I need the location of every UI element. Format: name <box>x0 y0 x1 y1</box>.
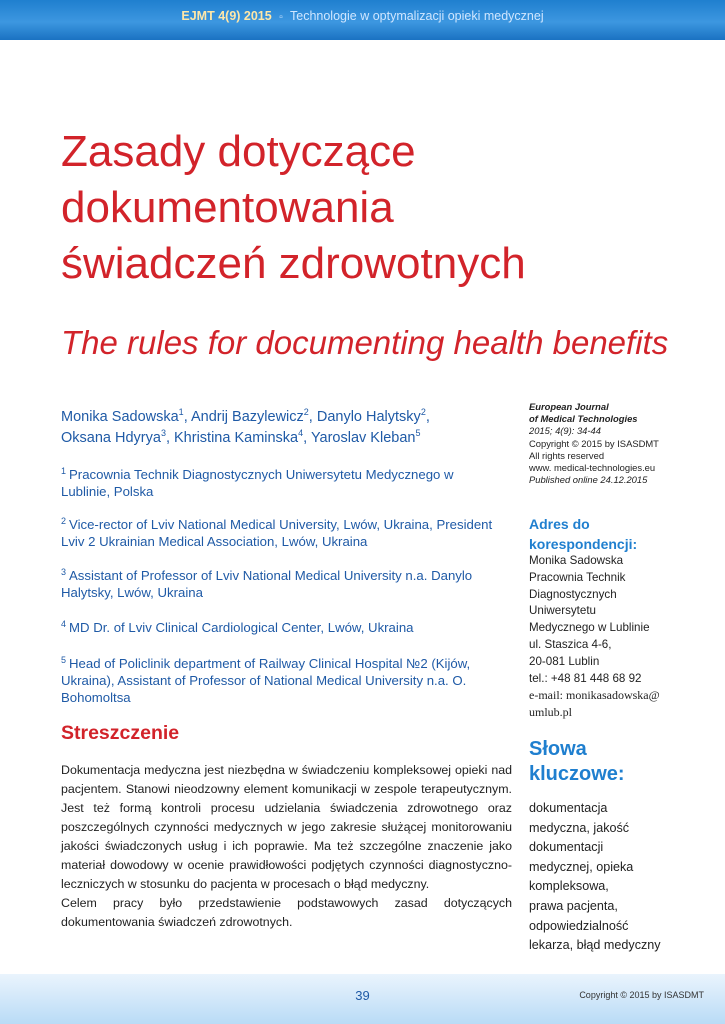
journal-header-bar <box>0 0 725 40</box>
header-section: Technologie w optymalizacji opieki medycznej <box>290 9 544 23</box>
affiliation-text: Vice-rector of Lviv National Medical University, Lwów, Ukraina, President Lviv 2 Ukrainian Medical Association, Lwów, Ukraina <box>61 517 493 549</box>
keyword-line: prawa pacjenta, <box>529 898 618 913</box>
keyword-line: dokumentacji <box>529 840 604 855</box>
author-name: Monika Sadowska <box>61 409 179 425</box>
keyword-line: odpowiedzialność <box>529 918 629 933</box>
header-journal: EJMT 4(9) 2015 <box>181 9 272 23</box>
address-line: Uniwersytetu <box>529 604 597 618</box>
author-list: Monika Sadowska$^1$, Andrij Bazylewicz$^2$, Danylo Halytsky$^2$, Oksana Hdyrya$^3$, Khristina Kaminska$^4$, Yaroslav Kleban$^5$ <box>61 407 430 446</box>
author-name: Danylo Halytsky <box>316 409 421 425</box>
author-affiliation-mark: 3 <box>160 428 166 439</box>
keyword-line: medyczna, jakość <box>529 820 630 835</box>
affiliation-2 <box>61 516 501 550</box>
journal-info <box>529 401 719 486</box>
keyword-line: lekarza, błąd medyczny <box>529 938 661 953</box>
affiliation-number: 1 <box>61 465 67 476</box>
author-affiliation-mark: 5 <box>415 428 421 439</box>
affiliation-text: Head of Policlinik department of Railway Clinical Hospital №2 (Kijów, Ukraina), Assistant of Professor of National Medical University n.a. O. Bohomoltsa <box>61 656 471 705</box>
abstract-paragraph-1: Dokumentacja medyczna jest niezbędna w świadczeniu kompleksowej opieki nad pacjentem. Stanowi nieodzowny element komunikacji w zespole terapeutycznym. Jest też formą kontroli procesu udzielania świadczenia zdrowotnego oraz poszczególnych czynności medycznych w jego zakresie służącej monitorowaniu jakości świadczonych usług i ich poprawie. Ma też szczególne znaczenie jako materiał dowodowy w ocenie prawidłowości podjętych czynności diagnostyczno-leczniczych w stosunku do pacjenta w procesach o błąd medyczny. <box>61 763 512 891</box>
author-affiliation-mark: 2 <box>420 407 426 418</box>
author-name: Andrij Bazylewicz <box>190 409 304 425</box>
page-number: 39 <box>355 988 370 1003</box>
abstract-body <box>61 761 512 932</box>
abstract-paragraph-2: Celem pracy było przedstawienie podstawowych zasad dotyczących dokumentowania świadczeń zdrowotnych. <box>61 896 512 929</box>
keyword-line: medycznej, opieka <box>529 859 634 874</box>
article-title-english: The rules for documenting health benefits <box>61 324 669 361</box>
keywords-heading-line1: Słowa <box>529 738 587 760</box>
journal-website: www. medical-technologies.eu <box>529 462 656 474</box>
correspondence-address <box>529 553 719 721</box>
affiliation-text: MD Dr. of Lviv Clinical Cardiological Center, Lwów, Ukraina <box>69 620 414 635</box>
author-affiliation-mark: 2 <box>303 407 309 418</box>
author-affiliation-mark: 4 <box>298 428 304 439</box>
email-line1: e-mail: monikasadowska@ <box>529 688 660 703</box>
footer-copyright: Copyright © 2015 by ISASDMT <box>579 990 704 1000</box>
author-name: Oksana Hdyrya <box>61 430 161 446</box>
keywords-list <box>529 799 719 956</box>
keyword-line: kompleksowa, <box>529 879 609 894</box>
author-affiliation-mark: 1 <box>178 407 184 418</box>
keywords-heading-line2: kluczowe: <box>529 763 625 785</box>
journal-copyright: Copyright © 2015 by ISASDMT <box>529 437 659 449</box>
affiliation-number: 4 <box>61 618 67 629</box>
journal-citation: 2015; 4(9): 34-44 <box>529 425 601 437</box>
affiliation-number: 5 <box>61 654 67 665</box>
affiliation-number: 2 <box>61 515 67 526</box>
affiliation-4 <box>61 619 501 636</box>
affiliation-text: Pracownia Technik Diagnostycznych Uniwersytetu Medycznego w Lublinie, Polska <box>61 467 454 499</box>
affiliation-number: 3 <box>61 566 67 577</box>
author-name: Khristina Kaminska <box>174 430 299 446</box>
keywords-heading <box>529 737 709 787</box>
affiliation-5 <box>61 655 501 706</box>
journal-published-date: Published online 24.12.2015 <box>529 474 648 486</box>
address-line: Diagnostycznych <box>529 587 617 601</box>
header-text <box>0 9 725 23</box>
journal-name-line2: of Medical Technologies <box>529 413 638 425</box>
address-line: Pracownia Technik <box>529 570 626 584</box>
correspondence-heading <box>529 514 709 554</box>
correspondence-heading-line2: korespondencji: <box>529 536 638 552</box>
journal-name-line1: European Journal <box>529 401 609 412</box>
affiliation-3 <box>61 567 501 601</box>
abstract-heading: Streszczenie <box>61 722 180 744</box>
address-line: Medycznego w Lublinie <box>529 621 650 635</box>
affiliation-text: Assistant of Professor of Lviv National Medical University n.a. Danylo Halytsky, Lwów, Ukraina <box>61 568 473 600</box>
address-line: tel.: +48 81 448 68 92 <box>529 671 642 685</box>
journal-rights: All rights reserved <box>529 449 605 461</box>
address-line: ul. Staszica 4-6, <box>529 637 612 651</box>
correspondence-heading-line1: Adres do <box>529 516 590 532</box>
address-line: 20-081 Lublin <box>529 654 600 668</box>
header-separator: ▫ <box>279 12 283 23</box>
author-name: Yaroslav Kleban <box>310 430 416 446</box>
address-line: Monika Sadowska <box>529 554 624 567</box>
email-line2: umlub.pl <box>529 705 573 720</box>
keyword-line: dokumentacja <box>529 801 608 815</box>
affiliation-1 <box>61 466 501 500</box>
article-title-polish: Zasady dotyczące dokumentowania świadczeń zdrowotnych <box>61 127 526 288</box>
